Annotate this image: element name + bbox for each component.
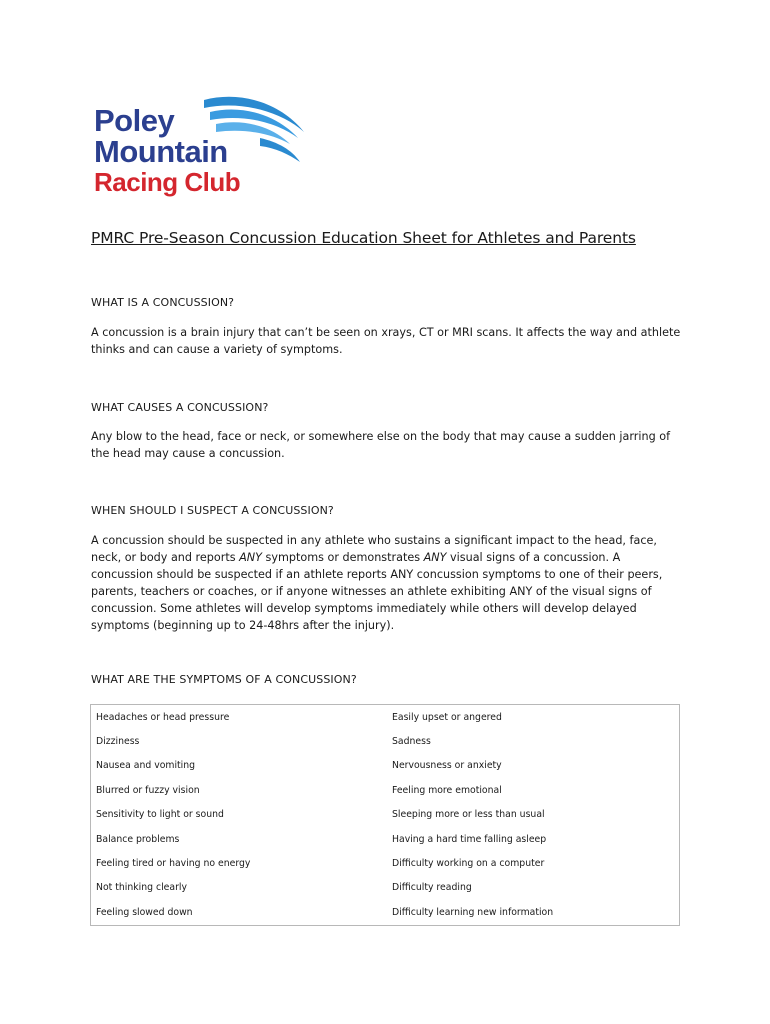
- emphasis-any: ANY: [239, 551, 262, 564]
- table-row: [91, 778, 680, 802]
- symptom-cell: Headaches or head pressure: [96, 711, 230, 723]
- symptom-cell: Balance problems: [96, 833, 180, 845]
- symptom-cell: Dizziness: [96, 736, 140, 748]
- heading-what-is: WHAT IS A CONCUSSION?: [91, 296, 235, 309]
- club-logo: [92, 92, 307, 200]
- paragraph-part: symptoms or demonstrates: [261, 551, 424, 564]
- table-row: [91, 729, 680, 753]
- table-row: [91, 851, 680, 875]
- logo-line-mountain: Mountain: [94, 134, 228, 169]
- table-row: [91, 876, 680, 900]
- paragraph-what-is: A concussion is a brain injury that can’t be seen on xrays, CT or MRI scans. It affects the way and athlete thinks and can cause a variety of symptoms.: [91, 326, 681, 356]
- symptom-cell: Nervousness or anxiety: [392, 760, 502, 772]
- symptom-cell: Difficulty learning new information: [392, 906, 554, 918]
- symptoms-table: [90, 704, 680, 926]
- paragraph-causes: Any blow to the head, face or neck, or somewhere else on the body that may cause a sudden jarring of the head may cause a concussion.: [91, 430, 671, 460]
- symptom-cell: Easily upset or angered: [392, 711, 502, 723]
- table-row: [91, 803, 680, 827]
- emphasis-any: ANY: [423, 551, 447, 564]
- table-row: [91, 900, 680, 925]
- heading-when-suspect: WHEN SHOULD I SUSPECT A CONCUSSION?: [91, 504, 334, 517]
- symptom-cell: Difficulty reading: [392, 882, 472, 894]
- paragraph-part: A concussion should be suspected in any athlete who sustains a significant impact to the head, face, neck, or body and reports: [91, 534, 657, 564]
- logo-line-poley: Poley: [94, 103, 175, 138]
- table-row: [91, 705, 680, 730]
- symptom-cell: Not thinking clearly: [96, 882, 187, 894]
- symptom-cell: Difficulty working on a computer: [392, 858, 545, 870]
- symptom-cell: Feeling tired or having no energy: [96, 858, 251, 870]
- symptom-cell: Sleeping more or less than usual: [392, 809, 545, 821]
- symptom-cell: Nausea and vomiting: [96, 760, 196, 772]
- table-row: [91, 754, 680, 778]
- heading-causes: WHAT CAUSES A CONCUSSION?: [91, 401, 269, 414]
- symptom-cell: Feeling slowed down: [96, 906, 193, 918]
- page-title: PMRC Pre-Season Concussion Education Sheet for Athletes and Parents: [91, 229, 636, 247]
- table-row: [91, 827, 680, 851]
- symptom-cell: Feeling more emotional: [392, 784, 502, 796]
- paragraph-part: visual signs of a concussion. A concussion should be suspected if an athlete reports ANY concussion symptoms to one of their peers, parents, teachers or coaches, or if anyone witnesses an athlete exhibiting ANY of the visual signs of concussion. Some athletes will develop symptoms immediately while others will develop delayed symptoms (beginning up to 24-48hrs after the injury).: [91, 551, 663, 632]
- symptom-cell: Sensitivity to light or sound: [96, 809, 224, 821]
- heading-symptoms: WHAT ARE THE SYMPTOMS OF A CONCUSSION?: [91, 673, 357, 686]
- symptom-cell: Sadness: [392, 736, 431, 748]
- paragraph-when-suspect: [91, 532, 681, 634]
- symptom-cell: Having a hard time falling asleep: [392, 833, 547, 845]
- symptom-cell: Blurred or fuzzy vision: [96, 784, 200, 796]
- logo-line-racing-club: Racing Club: [94, 167, 241, 197]
